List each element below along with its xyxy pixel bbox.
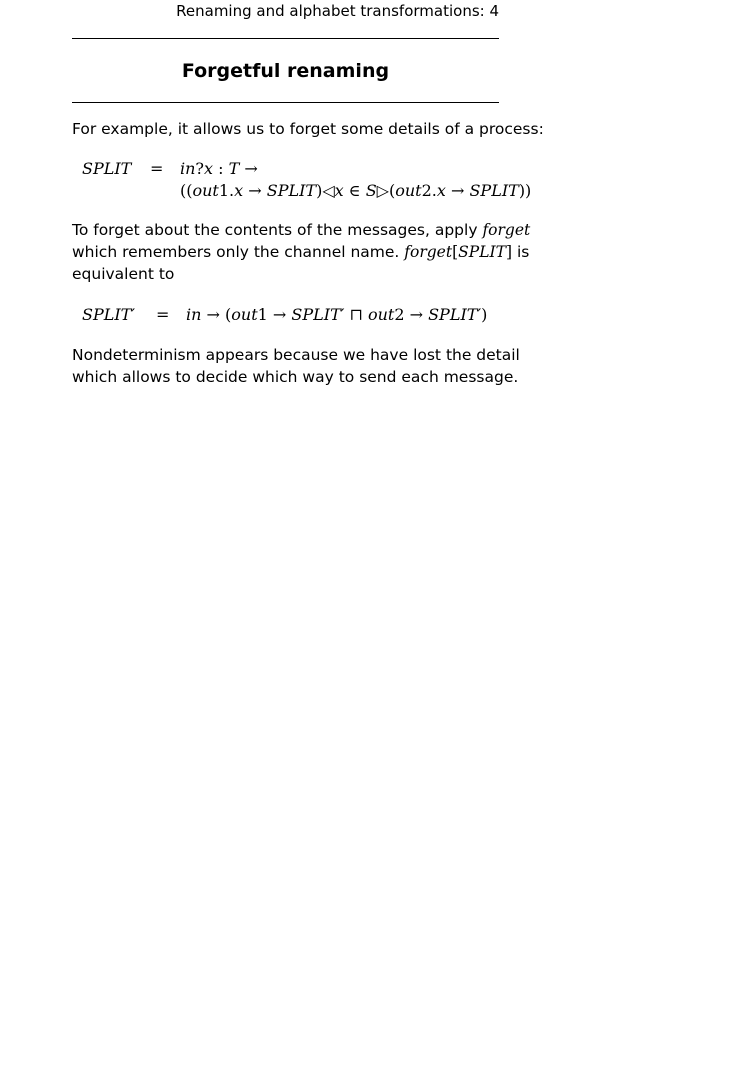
equation-split-rhs-line1: in?x : T → (180, 159, 258, 178)
nondeterminism-paragraph (72, 344, 520, 388)
equation-split-rhs-line2: ((out1.x → SPLIT)◁x ∈ S▷(out2.x → SPLIT)) (180, 181, 532, 200)
equation-split-prime-equals: = (156, 305, 170, 324)
forget-line-2: which remembers only the channel name. forget[SPLIT] is (72, 243, 530, 261)
slide-title: Forgetful renaming (181, 60, 390, 82)
equation-split-lhs: SPLIT (82, 159, 132, 178)
nondeterminism-line-1: Nondeterminism appears because we have lost the detail (72, 346, 520, 364)
nondeterminism-line-2: which allows to decide which way to send each message. (72, 368, 519, 386)
equation-split-prime-rhs: in → (out1 → SPLIT′ ⊓ out2 → SPLIT′) (186, 305, 488, 324)
bottom-rule (72, 102, 499, 103)
equation-split-prime-lhs: SPLIT′ (82, 305, 135, 324)
intro-text: For example, it allows us to forget some details of a process: (72, 120, 544, 138)
forget-paragraph (72, 219, 531, 285)
forget-line-3: equivalent to (72, 265, 175, 283)
running-head: Renaming and alphabet transformations: 4 (176, 2, 499, 20)
intro-paragraph (72, 118, 544, 140)
top-rule (72, 38, 499, 39)
forget-line-1: To forget about the contents of the messages, apply forget (72, 221, 531, 239)
equation-split-equals: = (150, 159, 164, 178)
